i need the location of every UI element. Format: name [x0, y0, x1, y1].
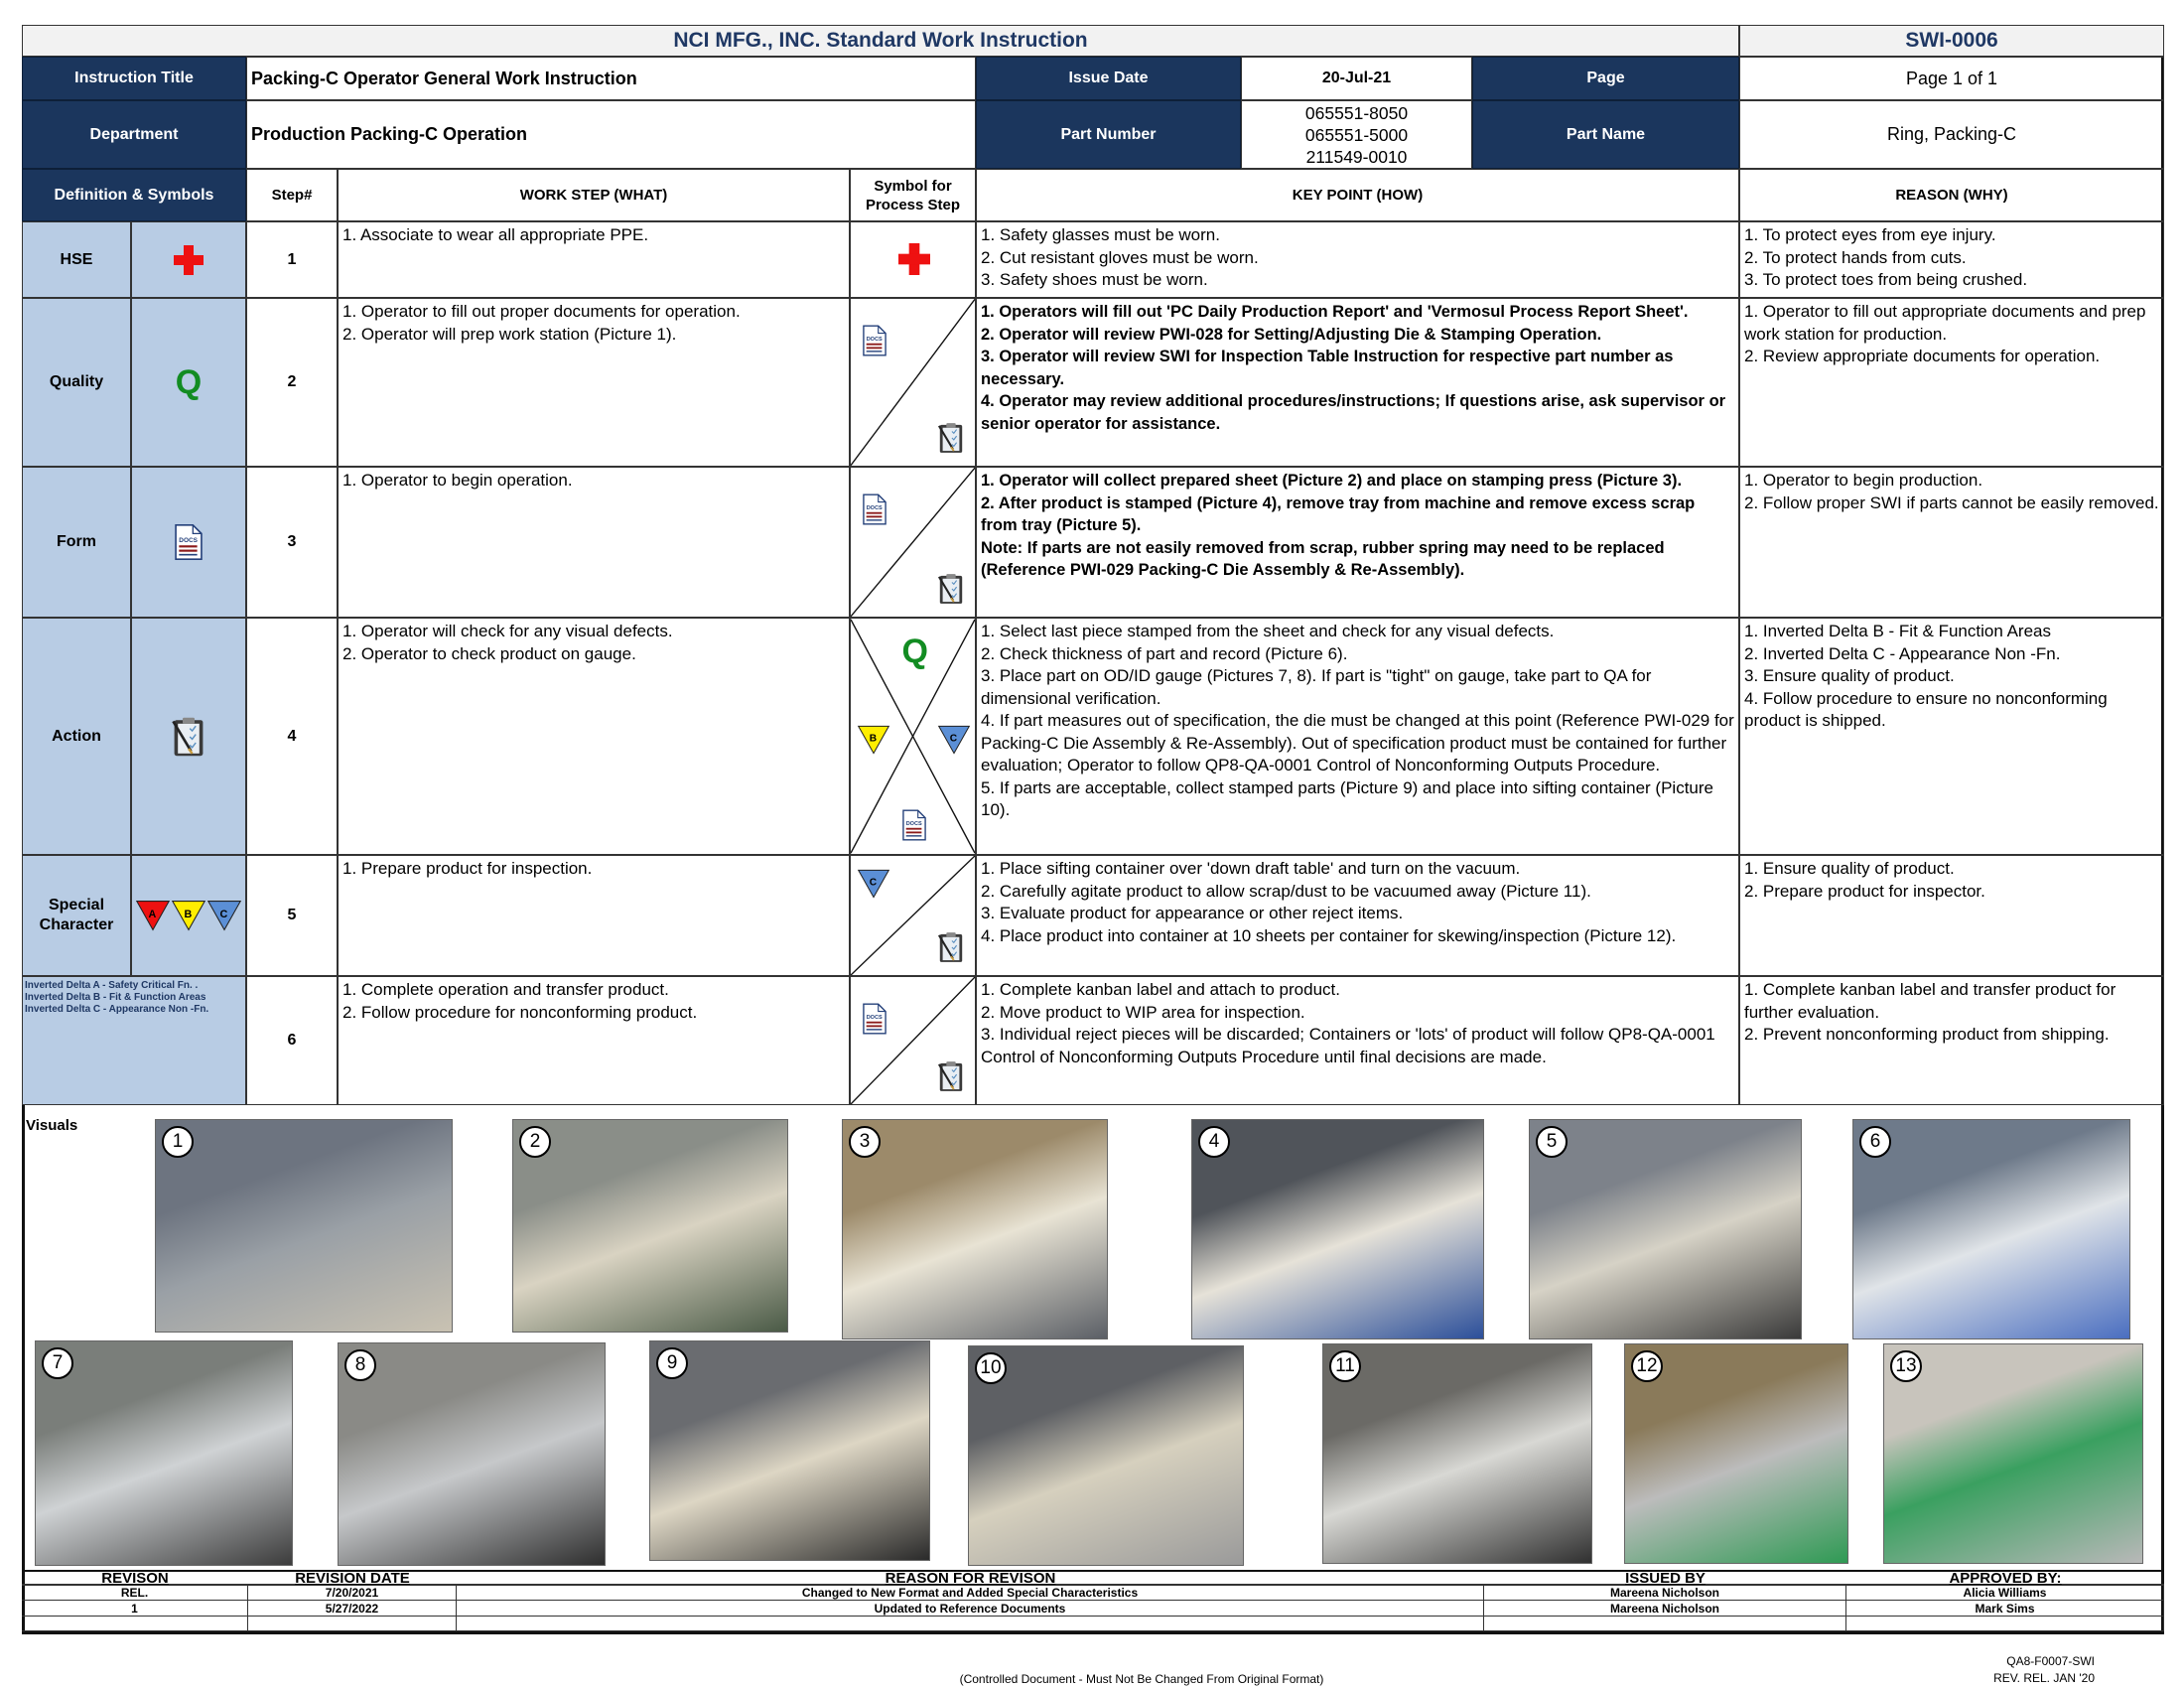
- work-step-text: [338, 221, 850, 298]
- reason-text: [1739, 298, 2164, 467]
- work-step-text: [338, 298, 850, 467]
- reason-line: 1. Operator to begin production.: [1744, 471, 1983, 490]
- key-point-line: Note: If parts are not easily removed from scrap, rubber spring may need to be replaced (Reference PWI-029 Packing-C Die Assembly & Re-Assembly).: [981, 538, 1665, 579]
- visual-photo: [842, 1119, 1108, 1339]
- step-number: 2: [246, 298, 338, 467]
- definition-special-label: [22, 855, 131, 976]
- process-symbol-cell: [850, 855, 976, 976]
- inverted-delta-c-icon: [937, 724, 971, 756]
- revision-cell: [22, 1617, 248, 1631]
- reason-line: 2. Follow proper SWI if parts cannot be easily removed.: [1744, 492, 2159, 512]
- revision-row: [22, 1601, 2164, 1617]
- work-step-line: 1. Operator to begin operation.: [342, 471, 573, 490]
- photo-number-badge: 8: [344, 1349, 376, 1381]
- revision-cell: 7/20/2021: [248, 1586, 457, 1601]
- key-point-line: 4. Operator may review additional procedures/instructions; If questions arise, ask supervisor or senior operator for assistance.: [981, 392, 1726, 433]
- revision-header-cell: ISSUED BY: [1484, 1572, 1846, 1585]
- key-point-line: 3. Operator will review SWI for Inspection Table Instruction for respective part number as necessary.: [981, 348, 1674, 388]
- clipboard-checklist-icon: [937, 1060, 965, 1092]
- process-symbol-cell: [850, 467, 976, 618]
- visual-photo: [1529, 1119, 1802, 1339]
- key-point-line: 2. Move product to WIP area for inspection.: [981, 1002, 1305, 1022]
- part-number-label: Part Number: [976, 100, 1241, 169]
- part-number: 065551-8050: [1304, 102, 1409, 123]
- reason-text: [1739, 976, 2164, 1105]
- process-symbol-cell: [850, 221, 976, 298]
- reason-text: [1739, 467, 2164, 618]
- work-step-line: 1. Associate to wear all appropriate PPE.: [342, 225, 649, 244]
- key-point-text: [976, 467, 1739, 618]
- reason-line: 1. Complete kanban label and transfer product for further evaluation.: [1744, 980, 2116, 1022]
- department-value: Production Packing-C Operation: [246, 100, 976, 169]
- revision-cell: Updated to Reference Documents: [457, 1601, 1484, 1617]
- red-cross-icon: [174, 245, 204, 275]
- definition-hse-label: HSE: [22, 221, 131, 298]
- key-point-line: 2. Operator will review PWI-028 for Setting/Adjusting Die & Stamping Operation.: [981, 325, 1602, 344]
- revision-header-cell: REVISION DATE: [248, 1572, 457, 1585]
- revision-cell: Alicia Williams: [1846, 1586, 2164, 1601]
- work-step-line: 2. Operator to check product on gauge.: [342, 643, 636, 663]
- photo-number-badge: 13: [1890, 1350, 1922, 1382]
- photo-number-badge: 5: [1536, 1126, 1568, 1158]
- revision-header-row: [22, 1570, 2164, 1586]
- revision-cell: [1846, 1617, 2164, 1631]
- doc-number-text: SWI-0006: [1905, 29, 1998, 52]
- reason-text: [1739, 221, 2164, 298]
- revision-header-cell: APPROVED BY:: [1846, 1572, 2164, 1585]
- reason-text: [1739, 855, 2164, 976]
- definition-hse-symbol: [131, 221, 246, 298]
- docs-form-icon: [863, 1003, 887, 1035]
- revision-row: [22, 1617, 2164, 1631]
- key-point-line: 2. Check thickness of part and record (Picture 6).: [981, 643, 1348, 663]
- instruction-title-value: Packing-C Operator General Work Instruction: [246, 57, 976, 100]
- reason-text: [1739, 618, 2164, 855]
- reason-line: 2. Prepare product for inspector.: [1744, 881, 1985, 901]
- key-point-text: [976, 618, 1739, 855]
- inverted-delta-b-icon: [171, 899, 206, 932]
- inverted-delta-c-icon: [206, 899, 242, 932]
- docs-form-icon: [175, 522, 203, 562]
- inverted-delta-b-icon: [857, 724, 890, 756]
- revision-cell: [1484, 1617, 1846, 1631]
- photo-number-badge: 3: [849, 1126, 881, 1158]
- key-point-line: 1. Select last piece stamped from the sheet and check for any visual defects.: [981, 622, 1555, 640]
- photo-number-badge: 6: [1859, 1126, 1891, 1158]
- issue-date-value: 20-Jul-21: [1241, 57, 1472, 100]
- work-step-text: [338, 618, 850, 855]
- issue-date-label: Issue Date: [976, 57, 1241, 100]
- company-title-text: NCI MFG., INC. Standard Work Instruction: [673, 29, 1088, 52]
- docs-form-icon: [902, 808, 926, 842]
- visual-photo: [35, 1340, 293, 1566]
- revision-header-cell: REASON FOR REVISON: [457, 1572, 1484, 1585]
- visual-photo: [1883, 1343, 2143, 1564]
- key-point-text: [976, 855, 1739, 976]
- special-label-line1: Special: [48, 897, 105, 914]
- process-symbol-cell: [850, 976, 976, 1105]
- revision-cell: [457, 1617, 1484, 1631]
- part-number-list: [1241, 100, 1472, 169]
- key-point-header: KEY POINT (HOW): [976, 169, 1739, 221]
- symbol-header-line1: Symbol for: [874, 177, 952, 195]
- step-number: 5: [246, 855, 338, 976]
- revision-cell: Changed to New Format and Added Special Characteristics: [457, 1586, 1484, 1601]
- visuals-label: Visuals: [26, 1117, 78, 1134]
- photo-number-badge: 10: [975, 1352, 1007, 1384]
- process-symbol-cell: [850, 618, 976, 855]
- key-point-line: 1. Operators will fill out 'PC Daily Production Report' and 'Vermosul Process Report Sheet'.: [981, 303, 1689, 321]
- delta-legend: [23, 977, 210, 1019]
- page-value: Page 1 of 1: [1739, 57, 2164, 100]
- work-step-line: 1. Operator to fill out proper documents for operation.: [342, 302, 741, 321]
- visual-photo: [512, 1119, 788, 1333]
- quality-q-icon: Q: [175, 362, 203, 401]
- revision-cell: Mark Sims: [1846, 1601, 2164, 1617]
- visual-photo: [1852, 1119, 2130, 1339]
- definition-quality-symbol: [131, 298, 246, 467]
- photo-number-badge: 7: [42, 1347, 73, 1379]
- definition-action-symbol: [131, 618, 246, 855]
- clipboard-checklist-icon: [937, 931, 965, 963]
- key-point-line: 3. Individual reject pieces will be discarded; Containers or 'lots' of product will follow QP8-QA-0001 Control of Nonconforming Outputs Procedure until final decisions are made.: [981, 1025, 1715, 1066]
- reason-header: REASON (WHY): [1739, 169, 2164, 221]
- form-number: QA8-F0007-SWI: [2006, 1654, 2095, 1668]
- part-name-label: Part Name: [1472, 100, 1739, 169]
- photo-number-badge: 1: [162, 1126, 194, 1158]
- instruction-title-label: Instruction Title: [22, 57, 246, 100]
- work-step-text: [338, 976, 850, 1105]
- page-label: Page: [1472, 57, 1739, 100]
- key-point-line: 3. Place part on OD/ID gauge (Pictures 7, 8). If part is "tight" on gauge, take part to QA for dimensional verification.: [981, 666, 1652, 708]
- step-number: 6: [246, 976, 338, 1105]
- reason-line: 3. To protect toes from being crushed.: [1744, 270, 2028, 289]
- revision-cell: 1: [22, 1601, 248, 1617]
- reason-line: 4. Follow procedure to ensure no nonconforming product is shipped.: [1744, 688, 2108, 730]
- step-header: Step#: [246, 169, 338, 221]
- reason-line: 3. Ensure quality of product.: [1744, 666, 1955, 685]
- reason-line: 1. Operator to fill out appropriate documents and prep work station for production.: [1744, 302, 2146, 344]
- definition-action-label: Action: [22, 618, 131, 855]
- photo-number-badge: 4: [1198, 1126, 1230, 1158]
- photo-number-badge: 11: [1329, 1350, 1361, 1382]
- work-step-header: WORK STEP (WHAT): [338, 169, 850, 221]
- step-number: 4: [246, 618, 338, 855]
- definition-form-label: Form: [22, 467, 131, 618]
- key-point-line: 1. Safety glasses must be worn.: [981, 225, 1220, 244]
- revision-row: [22, 1586, 2164, 1601]
- photo-number-badge: 9: [656, 1347, 688, 1379]
- key-point-line: 2. Carefully agitate product to allow scrap/dust to be vacuumed away (Picture 11).: [981, 881, 1591, 901]
- part-name-value: Ring, Packing-C: [1739, 100, 2164, 169]
- key-point-text: [976, 976, 1739, 1105]
- key-point-text: [976, 298, 1739, 467]
- photo-number-badge: 12: [1631, 1350, 1663, 1382]
- work-step-line: 2. Follow procedure for nonconforming product.: [342, 1002, 698, 1022]
- work-step-text: [338, 467, 850, 618]
- special-label-line2: Character: [39, 916, 114, 933]
- key-point-line: 4. Place product into container at 10 sheets per container for skewing/inspection (Picture 12).: [981, 925, 1677, 945]
- key-point-line: 4. If part measures out of specification, the die must be changed at this point (Reference PWI-029 for Packing-C Die Assembly & Re-Assembly). Out of specification product must be contained for further evaluation; Operator to follow QP8-QA-0001 Control of Nonconforming Outputs Procedure.: [981, 711, 1734, 774]
- part-number: 065551-5000: [1304, 124, 1409, 145]
- key-point-line: 2. Cut resistant gloves must be worn.: [981, 247, 1259, 267]
- docs-form-icon: [863, 325, 887, 356]
- reason-line: 2. Review appropriate documents for operation.: [1744, 347, 2101, 365]
- doc-number: [1739, 25, 2164, 57]
- step-number: 1: [246, 221, 338, 298]
- visual-photo: [968, 1345, 1244, 1566]
- visual-photo: [1191, 1119, 1484, 1339]
- definition-quality-label: Quality: [22, 298, 131, 467]
- visual-photo: [338, 1342, 606, 1566]
- form-revision: REV. REL. JAN '20: [1993, 1671, 2095, 1685]
- work-step-line: 1. Prepare product for inspection.: [342, 859, 593, 878]
- delta-legend-c: Inverted Delta C - Appearance Non -Fn.: [25, 1004, 209, 1015]
- visual-photo: [1624, 1343, 1848, 1564]
- work-step-text: [338, 855, 850, 976]
- red-cross-icon: [898, 243, 930, 275]
- department-label: Department: [22, 100, 246, 169]
- reason-line: 2. To protect hands from cuts.: [1744, 247, 1967, 267]
- key-point-line: 3. Evaluate product for appearance or other reject items.: [981, 904, 1404, 922]
- quality-q-icon: Q: [901, 633, 928, 670]
- key-point-line: 3. Safety shoes must be worn.: [981, 270, 1208, 289]
- delta-legend-a: Inverted Delta A - Safety Critical Fn. .: [25, 980, 199, 991]
- key-point-line: 2. After product is stamped (Picture 4), remove tray from machine and remove excess scrap from tray (Picture 5).: [981, 493, 1696, 534]
- visual-photo: [155, 1119, 453, 1333]
- revision-cell: 5/27/2022: [248, 1601, 457, 1617]
- work-step-line: 1. Complete operation and transfer product.: [342, 980, 669, 999]
- revision-cell: Mareena Nicholson: [1484, 1601, 1846, 1617]
- visual-photo: [649, 1340, 930, 1561]
- inverted-delta-a-icon: [135, 899, 171, 932]
- inverted-delta-c-icon: [857, 868, 890, 900]
- key-point-line: 5. If parts are acceptable, collect stamped parts (Picture 9) and place into sifting container (Picture 10).: [981, 777, 1713, 819]
- docs-form-icon: [863, 493, 887, 525]
- symbol-header: [850, 169, 976, 221]
- key-point-line: 1. Operator will collect prepared sheet (Picture 2) and place on stamping press (Picture 3).: [981, 472, 1683, 490]
- revision-table-bottom-border: [22, 1631, 2164, 1634]
- key-point-line: 1. Place sifting container over 'down draft table' and turn on the vacuum.: [981, 859, 1521, 878]
- revision-cell: [248, 1617, 457, 1631]
- work-step-line: 1. Operator will check for any visual defects.: [342, 622, 673, 640]
- step-number: 3: [246, 467, 338, 618]
- process-symbol-cell: [850, 298, 976, 467]
- controlled-document-note: (Controlled Document - Must Not Be Changed From Original Format): [959, 1672, 1324, 1686]
- reason-line: 1. Ensure quality of product.: [1744, 859, 1955, 878]
- definition-header: Definition & Symbols: [22, 169, 246, 221]
- definition-special-symbol: [131, 855, 246, 976]
- clipboard-checklist-icon: [171, 716, 206, 758]
- clipboard-checklist-icon: [937, 422, 965, 454]
- definition-form-symbol: [131, 467, 246, 618]
- visual-photo: [1322, 1343, 1592, 1564]
- revision-cell: Mareena Nicholson: [1484, 1586, 1846, 1601]
- photo-number-badge: 2: [519, 1126, 551, 1158]
- work-step-line: 2. Operator will prep work station (Picture 1).: [342, 324, 677, 344]
- revision-header-cell: REVISON: [22, 1572, 248, 1585]
- part-number: 211549-0010: [1305, 146, 1408, 167]
- key-point-line: 1. Complete kanban label and attach to product.: [981, 980, 1340, 999]
- clipboard-checklist-icon: [937, 573, 965, 605]
- symbol-header-line2: Process Step: [865, 196, 961, 213]
- reason-line: 2. Inverted Delta C - Appearance Non -Fn.: [1744, 643, 2061, 663]
- company-title: [22, 25, 1739, 57]
- reason-line: 1. To protect eyes from eye injury.: [1744, 225, 1996, 244]
- reason-line: 2. Prevent nonconforming product from shipping.: [1744, 1025, 2110, 1044]
- delta-legend-cell: [22, 976, 246, 1105]
- key-point-text: [976, 221, 1739, 298]
- reason-line: 1. Inverted Delta B - Fit & Function Areas: [1744, 622, 2051, 640]
- revision-cell: REL.: [22, 1586, 248, 1601]
- delta-legend-b: Inverted Delta B - Fit & Function Areas: [25, 992, 206, 1003]
